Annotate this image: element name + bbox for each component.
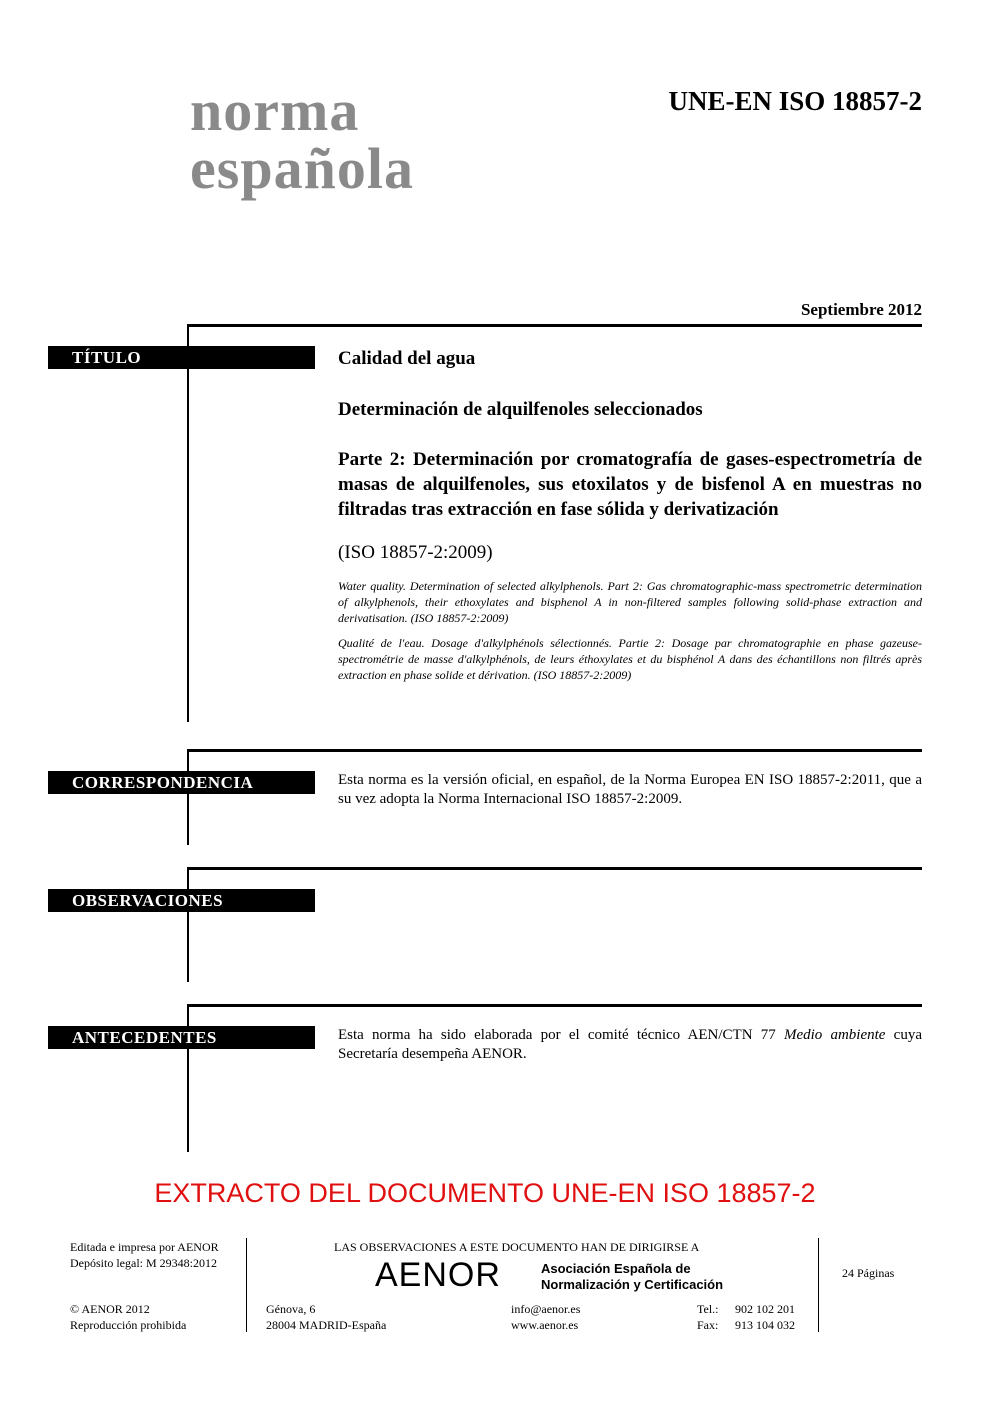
section-divider-titulo bbox=[188, 324, 922, 327]
footer-address bbox=[266, 1301, 386, 1333]
antecedentes-committee-name: Medio ambiente bbox=[783, 1027, 886, 1043]
aenor-assoc-line-1: Asociación Española de bbox=[541, 1261, 691, 1276]
footer-tel-label: Tel.: bbox=[697, 1302, 719, 1316]
title-english: Water quality. Determination of selected alkylphenols. Part 2: Gas chromatographic-mass spectrometric determination of alkylphenols, their ethoxylates and bisphenol A in non-filtered samples following solid-phase extraction and derivatisation. (ISO 18857-2:2009) bbox=[338, 579, 922, 625]
correspondencia-text: Esta norma es la versión oficial, en español, de la Norma Europea EN ISO 18857-2:2011, que a su vez adopta la Norma Internacional ISO 18857-2:2009. bbox=[338, 772, 922, 807]
section-vline-observaciones bbox=[187, 867, 189, 982]
aenor-association bbox=[541, 1261, 723, 1293]
footer-fax-label: Fax: bbox=[697, 1318, 719, 1332]
footer-fax: 913 104 032 bbox=[735, 1318, 795, 1332]
footer-address-2: 28004 MADRID-España bbox=[266, 1318, 387, 1332]
footer-copyright: © AENOR 2012 bbox=[70, 1302, 150, 1316]
title-part: Parte 2: Determinación por cromatografía de gases-espectrometría de masas de alquilfenoles, sus etoxilatos y de bisfenol A en muestras no filtradas tras extracción en fase sólida y derivatización bbox=[338, 449, 922, 520]
footer-tel: 902 102 201 bbox=[735, 1302, 795, 1316]
footer-edited: Editada e impresa por AENOR bbox=[70, 1240, 219, 1254]
section-label-observaciones: OBSERVACIONES bbox=[48, 889, 315, 912]
footer-rights bbox=[70, 1301, 186, 1333]
footer-web[interactable]: www.aenor.es bbox=[511, 1318, 579, 1332]
footer-pages: 24 Páginas bbox=[842, 1266, 895, 1280]
title-main: Calidad del agua bbox=[338, 348, 476, 369]
brand-line-1: norma bbox=[190, 78, 360, 143]
footer-email[interactable]: info@aenor.es bbox=[511, 1302, 581, 1316]
section-label-titulo: TÍTULO bbox=[48, 346, 315, 369]
footer-deposit: Depósito legal: M 29348:2012 bbox=[70, 1256, 217, 1270]
brand-title bbox=[190, 78, 414, 201]
footer-contact bbox=[511, 1301, 580, 1333]
footer-edition bbox=[70, 1239, 219, 1271]
antecedentes-text-a: Esta norma ha sido elaborada por el comité técnico AEN/CTN 77 bbox=[338, 1027, 784, 1043]
brand-line-2: española bbox=[190, 136, 414, 201]
titulo-content bbox=[338, 346, 922, 683]
footer-phone-labels bbox=[697, 1301, 719, 1333]
section-label-correspondencia: CORRESPONDENCIA bbox=[48, 771, 315, 794]
footer-observations-note: LAS OBSERVACIONES A ESTE DOCUMENTO HAN DE DIRIGIRSE A bbox=[334, 1240, 700, 1254]
title-iso-ref: (ISO 18857-2:2009) bbox=[338, 542, 493, 563]
footer-divider-right bbox=[818, 1238, 819, 1332]
title-sub: Determinación de alquilfenoles seleccionados bbox=[338, 399, 703, 420]
section-divider-observaciones bbox=[188, 867, 922, 870]
section-divider-antecedentes bbox=[188, 1004, 922, 1007]
section-label-antecedentes: ANTECEDENTES bbox=[48, 1026, 315, 1049]
title-french: Qualité de l'eau. Dosage d'alkylphénols sélectionnés. Partie 2: Dosage par chromatographie en phase gazeuse-spectrométrie de masse d'alkylphénols, de leurs éthoxylates et du bisphénol A dans des échantillons non filtrés après extraction en phase solide et dérivation. (ISO 18857-2:2009) bbox=[338, 636, 922, 682]
section-vline-titulo bbox=[187, 324, 189, 722]
publication-date: Septiembre 2012 bbox=[800, 300, 922, 319]
aenor-logo: AENOR bbox=[375, 1256, 501, 1294]
footer-divider-left bbox=[246, 1238, 247, 1332]
extract-notice: EXTRACTO DEL DOCUMENTO UNE-EN ISO 18857-2 bbox=[154, 1178, 816, 1208]
footer-phone-numbers bbox=[735, 1301, 795, 1333]
antecedentes-text-b: cuya Secretaría desempeña AENOR. bbox=[338, 1027, 922, 1062]
section-vline-correspondencia bbox=[187, 749, 189, 845]
footer-reproduction: Reproducción prohibida bbox=[70, 1318, 187, 1332]
footer-address-1: Génova, 6 bbox=[266, 1302, 316, 1316]
aenor-assoc-line-2: Normalización y Certificación bbox=[541, 1277, 724, 1292]
document-number: UNE-EN ISO 18857-2 bbox=[668, 86, 922, 116]
section-divider-correspondencia bbox=[188, 749, 922, 752]
antecedentes-text bbox=[338, 1026, 922, 1064]
